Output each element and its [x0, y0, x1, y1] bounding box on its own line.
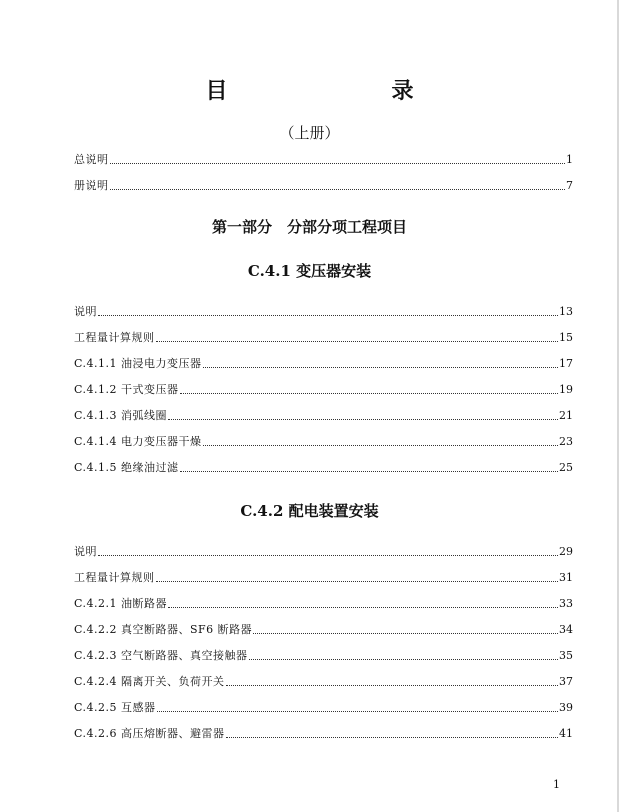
- part-heading: 第一部分 分部分项工程项目: [211, 218, 407, 236]
- toc-entry-label: C.4.2.1 油断路器: [74, 597, 168, 610]
- toc-leader-dots: [180, 393, 558, 394]
- toc-entry-label: C.4.2.2 真空断路器、SF6 断路器: [74, 623, 253, 636]
- toc-entry-label: 册说明: [74, 179, 109, 192]
- toc-entry-page: 25: [559, 461, 573, 474]
- toc-leader-dots: [253, 633, 558, 634]
- toc-entry-page: 33: [559, 597, 573, 610]
- toc-entry[interactable]: [74, 595, 573, 611]
- toc-entry-label: C.4.2.6 高压熔断器、避雷器: [74, 727, 225, 740]
- toc-entry-label: C.4.2.4 隔离开关、负荷开关: [74, 675, 225, 688]
- toc-leader-dots: [110, 189, 566, 190]
- toc-entry-page: 34: [559, 623, 573, 636]
- toc-leader-dots: [168, 419, 558, 420]
- toc-entry-label: C.4.1.2 干式变压器: [74, 383, 179, 396]
- section-heading-c41: C.4.1 变压器安装: [247, 262, 372, 280]
- toc-title: 目 录: [205, 78, 454, 104]
- toc-entry-general-notes[interactable]: [74, 151, 573, 167]
- toc-entry[interactable]: [74, 621, 573, 637]
- toc-entry-label: 说明: [74, 545, 97, 558]
- toc-leader-dots: [249, 659, 558, 660]
- toc-leader-dots: [180, 471, 558, 472]
- toc-entry[interactable]: [74, 459, 573, 475]
- toc-entry-page: 35: [559, 649, 573, 662]
- toc-entry[interactable]: [74, 381, 573, 397]
- toc-entry[interactable]: [74, 543, 573, 559]
- toc-entry-page: 37: [559, 675, 573, 688]
- toc-entry[interactable]: [74, 303, 573, 319]
- toc-leader-dots: [226, 737, 558, 738]
- toc-entry-label: 工程量计算规则: [74, 331, 155, 344]
- toc-leader-dots: [98, 555, 558, 556]
- toc-entry-page: 15: [559, 331, 573, 344]
- toc-entry[interactable]: [74, 647, 573, 663]
- toc-entry[interactable]: [74, 407, 573, 423]
- toc-entry[interactable]: [74, 355, 573, 371]
- toc-leader-dots: [156, 341, 559, 342]
- toc-entry-page: 29: [559, 545, 573, 558]
- toc-entry[interactable]: [74, 329, 573, 345]
- toc-leader-dots: [203, 445, 558, 446]
- toc-entry[interactable]: [74, 569, 573, 585]
- toc-leader-dots: [98, 315, 558, 316]
- toc-leader-dots: [156, 581, 559, 582]
- toc-leader-dots: [226, 685, 558, 686]
- toc-entry-label: C.4.2.5 互感器: [74, 701, 156, 714]
- toc-entry-label: C.4.1.1 油浸电力变压器: [74, 357, 202, 370]
- toc-leader-dots: [157, 711, 558, 712]
- toc-entry[interactable]: [74, 433, 573, 449]
- toc-entry-label: 总说明: [74, 153, 109, 166]
- toc-entry-label: 工程量计算规则: [74, 571, 155, 584]
- toc-entry-label: 说明: [74, 305, 97, 318]
- page-number: 1: [553, 778, 560, 791]
- toc-leader-dots: [168, 607, 558, 608]
- toc-entry-label: C.4.1.4 电力变压器干燥: [74, 435, 202, 448]
- toc-entry-page: 17: [559, 357, 573, 370]
- toc-entry[interactable]: [74, 699, 573, 715]
- toc-entry-page: 23: [559, 435, 573, 448]
- toc-entry[interactable]: [74, 725, 573, 741]
- toc-entry-page: 7: [566, 179, 573, 192]
- toc-entry-page: 21: [559, 409, 573, 422]
- section-heading-c42: C.4.2 配电装置安装: [240, 502, 379, 520]
- toc-leader-dots: [110, 163, 566, 164]
- toc-entry-page: 31: [559, 571, 573, 584]
- toc-entry-page: 13: [559, 305, 573, 318]
- toc-entry-page: 41: [559, 727, 573, 740]
- toc-entry-page: 1: [566, 153, 573, 166]
- toc-entry[interactable]: [74, 673, 573, 689]
- toc-entry-label: C.4.2.3 空气断路器、真空接触器: [74, 649, 248, 662]
- toc-entry-label: C.4.1.3 消弧线圈: [74, 409, 168, 422]
- volume-label: （上册）: [279, 124, 340, 142]
- toc-entry-label: C.4.1.5 绝缘油过滤: [74, 461, 179, 474]
- toc-entry-page: 39: [559, 701, 573, 714]
- toc-entry-page: 19: [559, 383, 573, 396]
- toc-leader-dots: [203, 367, 558, 368]
- toc-entry-volume-notes[interactable]: [74, 177, 573, 193]
